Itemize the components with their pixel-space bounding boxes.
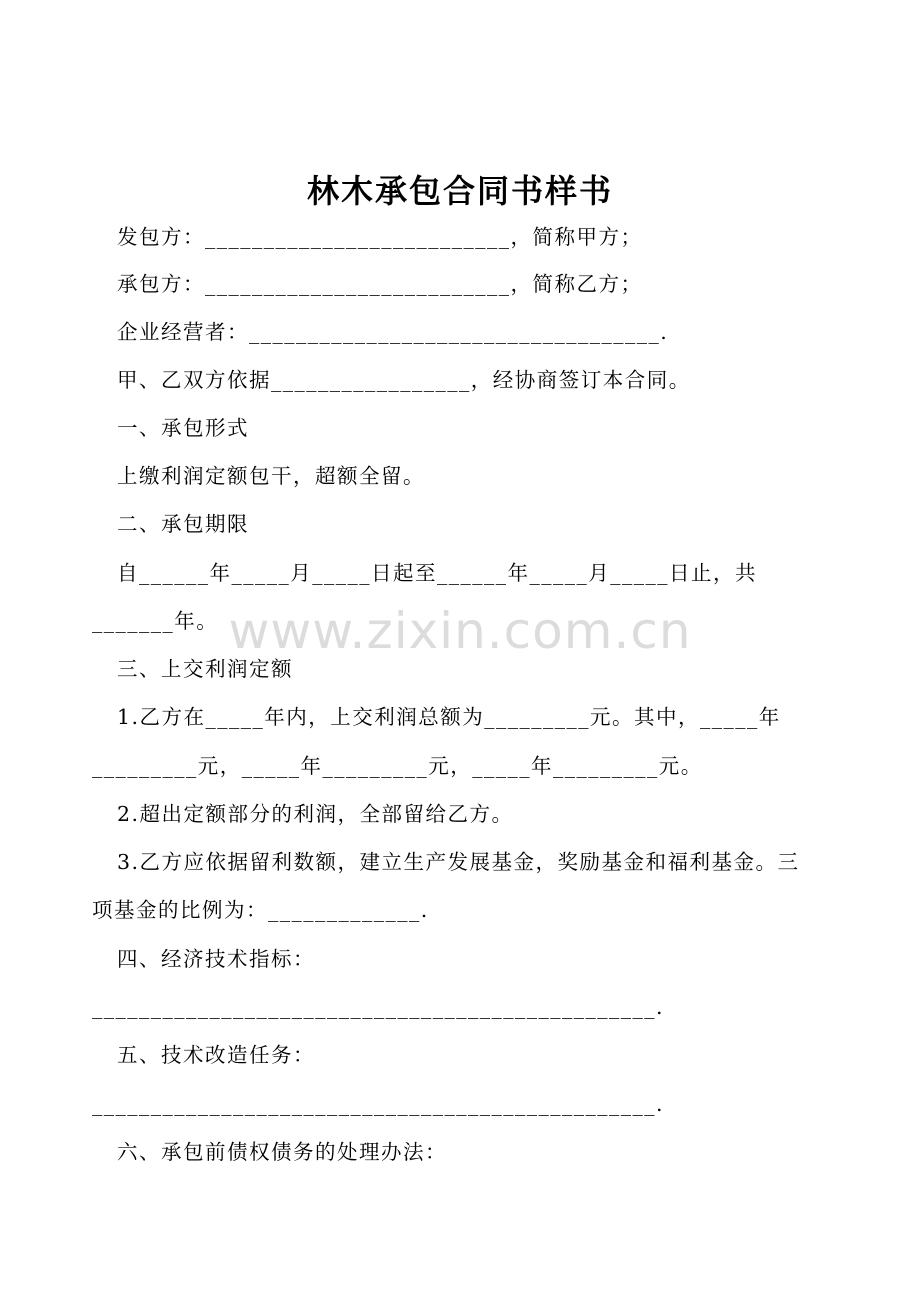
blank-fill-line: ________________________________________________.	[92, 995, 665, 1019]
document-title: 林木承包合同书样书	[306, 172, 613, 210]
party-a-line: 发包方：__________________________，简称甲方；	[117, 225, 643, 249]
section-heading-2: 二、承包期限	[117, 512, 249, 536]
section-heading-1: 一、承包形式	[117, 416, 249, 440]
section-heading-6: 六、承包前债权债务的处理办法：	[117, 1140, 447, 1164]
section-heading-5: 五、技术改造任务：	[117, 1043, 315, 1067]
basis-line: 甲、乙双方依据_________________，经协商签订本合同。	[117, 368, 691, 392]
blank-fill-line: ________________________________________________.	[92, 1092, 665, 1116]
operator-line: 企业经营者：___________________________________.	[117, 320, 669, 344]
paragraph-continuation: _________元，_____年_________元，_____年_________元。	[92, 754, 703, 778]
watermark-text: www.zixin.com.cn	[228, 602, 692, 660]
party-b-line: 承包方：__________________________，简称乙方；	[117, 272, 643, 296]
section-heading-3: 三、上交利润定额	[117, 657, 293, 681]
paragraph-text: 3.乙方应依据留利数额，建立生产发展基金，奖励基金和福利基金。三	[117, 850, 800, 874]
paragraph-text: 2.超出定额部分的利润，全部留给乙方。	[117, 802, 514, 826]
section-heading-4: 四、经济技术指标：	[117, 947, 315, 971]
paragraph-text: 自______年_____月_____日起至______年_____月_____日止，共	[117, 561, 757, 585]
paragraph-text: 1.乙方在_____年内，上交利润总额为_________元。其中，_____年	[117, 705, 781, 729]
paragraph-continuation: _______年。	[92, 609, 219, 633]
paragraph-text: 上缴利润定额包干，超额全留。	[117, 464, 425, 488]
paragraph-continuation: 项基金的比例为：_____________.	[92, 898, 429, 922]
